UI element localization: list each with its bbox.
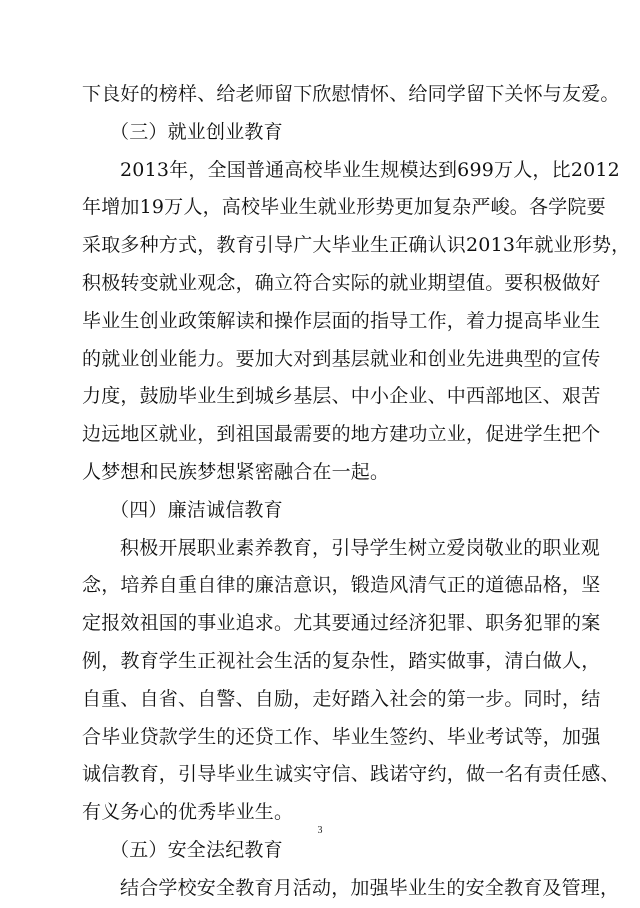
paragraph-line: 有义务心的优秀毕业生。 <box>82 801 294 824</box>
paragraph-line: 念，培养自重自律的廉洁意识，锻造风清气正的道德品格，坚 <box>82 574 601 597</box>
paragraph-line: 人梦想和民族梦想紧密融合在一起。 <box>82 460 390 483</box>
paragraph-line: 定报效祖国的事业追求。尤其要通过经济犯罪、职务犯罪的案 <box>82 612 601 635</box>
section-heading-employment: （三）就业创业教育 <box>110 120 283 143</box>
paragraph-line: 积极开展职业素养教育，引导学生树立爱岗敬业的职业观 <box>120 536 601 559</box>
paragraph-line: 毕业生创业政策解读和操作层面的指导工作，着力提高毕业生 <box>82 309 601 332</box>
section-heading-safety-law: （五）安全法纪教育 <box>110 838 283 861</box>
paragraph-line: 力度，鼓励毕业生到城乡基层、中小企业、中西部地区、艰苦 <box>82 385 601 408</box>
paragraph-line: 下良好的榜样、给老师留下欣慰情怀、给同学留下关怀与友爱。 <box>82 83 620 105</box>
paragraph-line: 2013年，全国普通高校毕业生规模达到699万人，比2012 <box>120 158 620 181</box>
paragraph-line: 积极转变就业观念，确立符合实际的就业期望值。要积极做好 <box>82 271 601 294</box>
paragraph-line: 的就业创业能力。要加大对到基层就业和创业先进典型的宣传 <box>82 347 601 370</box>
paragraph-line: 诚信教育，引导毕业生诚实守信、践诺守约，做一名有责任感、 <box>82 763 620 786</box>
page-number: 3 <box>317 825 323 836</box>
section-heading-integrity: （四）廉洁诚信教育 <box>110 498 283 521</box>
body-text <box>82 76 631 908</box>
paragraph-line: 边远地区就业，到祖国最需要的地方建功立业，促进学生把个 <box>82 423 601 446</box>
paragraph-line: 结合学校安全教育月活动，加强毕业生的安全教育及管理， <box>120 876 620 899</box>
paragraph-line: 例，教育学生正视社会生活的复杂性，踏实做事，清白做人， <box>82 649 601 672</box>
paragraph-line: 年增加19万人，高校毕业生就业形势更加复杂严峻。各学院要 <box>82 196 606 219</box>
paragraph-line: 合毕业贷款学生的还贷工作、毕业生签约、毕业考试等，加强 <box>82 725 601 748</box>
paragraph-line: 采取多种方式，教育引导广大毕业生正确认识2013年就业形势， <box>82 234 631 257</box>
paragraph-line: 自重、自省、自警、自励，走好踏入社会的第一步。同时，结 <box>82 687 601 710</box>
